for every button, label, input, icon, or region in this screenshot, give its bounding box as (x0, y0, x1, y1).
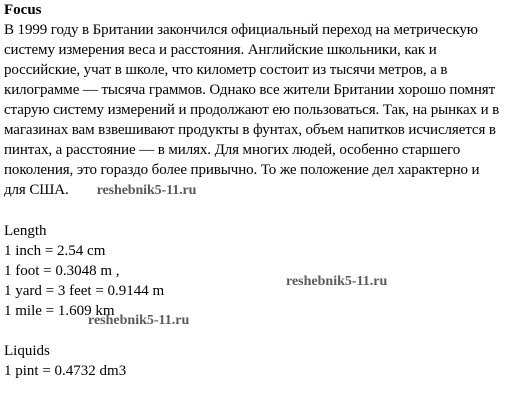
watermark-right: reshebnik5-11.ru (286, 274, 388, 289)
liquids-heading: Liquids (4, 343, 50, 359)
length-heading: Length (4, 223, 47, 239)
body-paragraph (4, 20, 504, 201)
watermark-lower: reshebnik5-11.ru (88, 313, 190, 328)
document-page (4, 0, 504, 381)
liquids-line-pint: 1 pint = 0.4732 dm3 (4, 363, 127, 379)
watermark-inline: reshebnik5-11.ru (96, 183, 197, 198)
length-line-foot: 1 foot = 0.3048 m , (4, 263, 120, 279)
spacer (4, 321, 504, 341)
length-line-inch: 1 inch = 2.54 cm (4, 243, 106, 259)
spacer (4, 201, 504, 221)
document-title: Focus (4, 2, 42, 18)
length-line-yard: 1 yard = 3 feet = 0.9144 m (4, 283, 165, 299)
paragraph-text: В 1999 году в Британии закончился официальный переход на метрическую систему измерения веса и расстояния. Английские школьники, как и российские, учат в школе, что километр состоит из тысячи метров, а в килограмме — тысяча граммов. Однако все жители Британии хорошо помнят старую систему измерений и продолжают ею пользоваться. Так, на рынках и в магазинах вам взвешивают продукты в фунтах, объем напитков исчисляется в пинтах, а расстояние — в милях. Для многих людей, особенно старшего поколения, это гораздо более привычно. То же положение дел характерно и для США. (4, 22, 500, 198)
length-line-mile: 1 mile = 1.609 km (4, 303, 115, 319)
